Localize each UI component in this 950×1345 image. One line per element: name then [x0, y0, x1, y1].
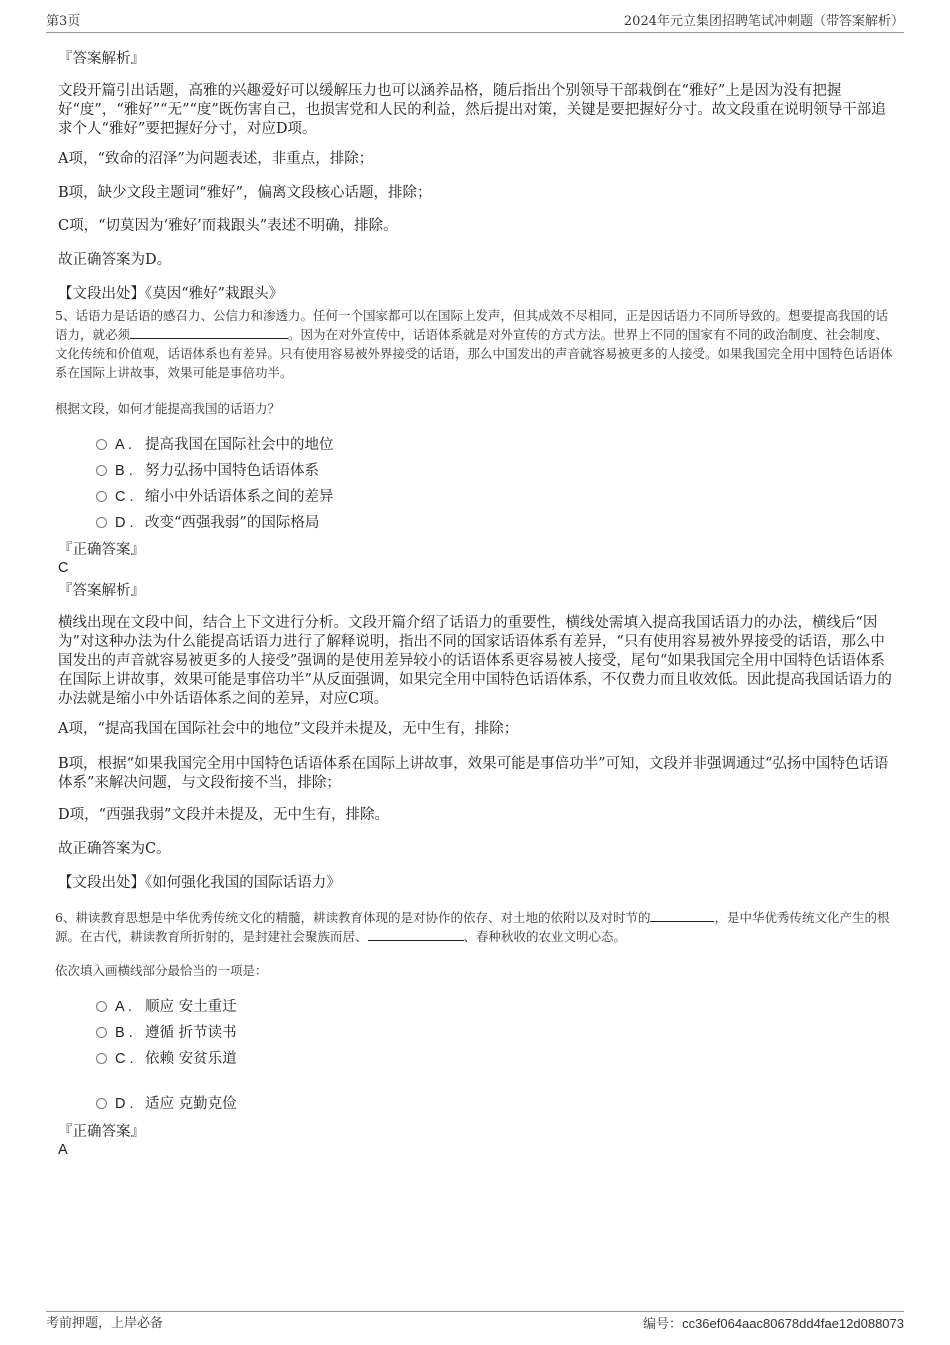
q6-correct-answer: A — [58, 1142, 68, 1158]
page-footer — [46, 1311, 904, 1334]
q5-option-d[interactable]: D . 改变“西强我弱”的国际格局 — [96, 513, 319, 533]
q5-analysis-option-d: D项，“西强我弱”文段并未提及，无中生有，排除。 — [58, 807, 389, 823]
q5-stem-part1: 5、话语力是话语的感召力、公信力和渗透力。任何一个国家都可以在国际上发声，但其成效不尽相同，正是因话语力不同所导致的。想要提高我国的话语力，就必须 — [55, 308, 888, 342]
q5-option-a[interactable]: A . 提高我国在国际社会中的地位 — [96, 435, 334, 455]
q6-option-c[interactable]: C . 依赖 安贫乐道 — [96, 1049, 237, 1069]
q4-analysis-paragraph: 文段开篇引出话题，高雅的兴趣爱好可以缓解压力也可以涵养品格，随后指出个别领导干部栽倒在“雅好”上是因为没有把握好“度”，“雅好”“无”“度”既伤害自己，也损害党和人民的利益，然后提出对策，关键是要把握好分寸。故文段重在说明领导干部追求个人“雅好”要把握好分寸，对应D项。 — [58, 83, 886, 137]
footer-slogan: 考前押题，上岸必备 — [46, 1316, 164, 1331]
radio-icon[interactable] — [96, 491, 107, 502]
q6-stem — [55, 908, 895, 946]
radio-icon[interactable] — [96, 1001, 107, 1012]
q5-blank-line[interactable] — [130, 326, 288, 339]
q6-stem-part1: 6、耕读教育思想是中华优秀传统文化的精髓，耕读教育体现的是对协作的依存、对土地的依附以及对时节的 — [55, 910, 651, 925]
radio-icon[interactable] — [96, 1053, 107, 1064]
q4-analysis-option-c: C项，“切莫因为‘雅好’而栽跟头”表述不明确，排除。 — [58, 218, 398, 234]
document-title: 2024年元立集团招聘笔试冲刺题（带答案解析） — [623, 14, 904, 29]
q5-analysis-option-b: B项，根据“如果我国完全用中国特色话语体系在国际上讲故事，效果可能是事倍功半”可知，文段并非强调通过“弘扬中国特色话语体系”来解决问题，与文段衔接不当，排除； — [58, 756, 889, 791]
q5-analysis-label: 『答案解析』 — [58, 583, 145, 599]
q6-correct-label: 『正确答案』 — [58, 1124, 145, 1140]
q5-analysis-paragraph: 横线出现在文段中间，结合上下文进行分析。文段开篇介绍了话语力的重要性，横线处需填入提高我国话语力的办法，横线后“因为”对这种办法为什么能提高话语力进行了解释说明，指出不同的国家话语体系有差异，“只有使用容易被外界接受的话语，那么中国发出的声音就容易被更多的人接受”强调的是使用差异较小的话语体系更容易被人接受，尾句“如果我国完全用中国特色话语体系在国际上讲故事，效果可能是事倍功半”从反面强调，如果完全用中国特色话语体系，不仅费力而且收效低。因此提高我国话语力的办法就是缩小中外话语体系之间的差异，对应C项。 — [58, 615, 892, 707]
q6-stem-part3: 、春种秋收的农业文明心态。 — [463, 929, 627, 944]
q5-correct-answer: C — [58, 560, 69, 576]
q5-conclusion: 故正确答案为C。 — [58, 841, 171, 857]
q4-analysis-option-b: B项，缺少文段主题词“雅好”，偏离文段核心话题，排除； — [58, 185, 432, 201]
q4-source: 【文段出处】《莫因“雅好”栽跟头》 — [58, 286, 284, 302]
page-header — [46, 14, 904, 33]
q5-question: 根据文段，如何才能提高我国的话语力？ — [55, 401, 281, 416]
q6-option-b[interactable]: B . 遵循 折节读书 — [96, 1023, 237, 1043]
footer-code-value: cc36ef064aac80678dd4fae12d088073 — [682, 1316, 904, 1331]
footer-code — [643, 1315, 904, 1334]
q6-blank-line-1[interactable] — [650, 909, 714, 922]
q6-stem-part2: ，是中华优秀传统文化产生的根源。在古代，耕读教育所折射的，是封建社会聚族而居、 — [55, 910, 890, 944]
q5-option-b[interactable]: B . 努力弘扬中国特色话语体系 — [96, 461, 319, 481]
q5-source: 【文段出处】《如何强化我国的国际话语力》 — [58, 875, 341, 891]
q5-option-c[interactable]: C . 缩小中外话语体系之间的差异 — [96, 487, 334, 507]
footer-code-label: 编号： — [643, 1317, 683, 1332]
q6-option-d[interactable]: D . 适应 克勤克俭 — [96, 1094, 237, 1114]
radio-icon[interactable] — [96, 1027, 107, 1038]
q5-correct-label: 『正确答案』 — [58, 542, 145, 558]
radio-icon[interactable] — [96, 439, 107, 450]
radio-icon[interactable] — [96, 517, 107, 528]
radio-icon[interactable] — [96, 1098, 107, 1109]
q4-analysis-label: 『答案解析』 — [58, 51, 145, 67]
page-number: 第3页 — [46, 14, 81, 29]
q6-question: 依次填入画横线部分最恰当的一项是： — [55, 963, 268, 978]
q6-blank-line-2[interactable] — [368, 928, 464, 941]
q5-stem-part2: 。因为在对外宣传中，话语体系就是对外宣传的方式方法。世界上不同的国家有不同的政治制度、社会制度、文化传统和价值观，话语体系也有差异。只有使用容易被外界接受的话语，那么中国发出的声音就容易被更多的人接受。如果我国完全用中国特色话语体系在国际上讲故事，效果可能是事倍功半。 — [55, 327, 893, 380]
q4-conclusion: 故正确答案为D。 — [58, 252, 172, 268]
q5-analysis-option-a: A项，“提高我国在国际社会中的地位”文段并未提及，无中生有，排除； — [58, 721, 519, 737]
q4-analysis-option-a: A项，“致命的沼泽”为问题表述，非重点，排除； — [58, 151, 374, 167]
q6-option-a[interactable]: A . 顺应 安土重迁 — [96, 997, 237, 1017]
q5-stem — [55, 306, 895, 382]
radio-icon[interactable] — [96, 465, 107, 476]
